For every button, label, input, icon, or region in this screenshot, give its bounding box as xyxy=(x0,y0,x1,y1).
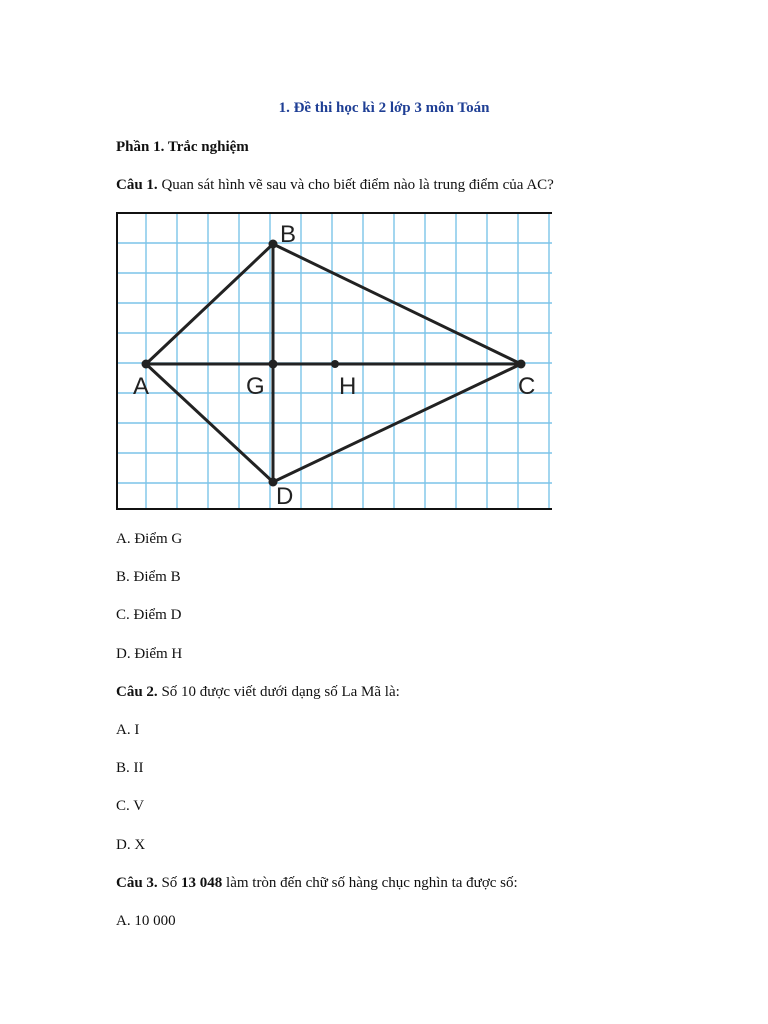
q2-option-d: D. X xyxy=(116,837,146,853)
document-title: 1. Đề thi học kì 2 lớp 3 môn Toán xyxy=(278,100,490,116)
question-3-text-after: làm tròn đến chữ số hàng chục nghìn ta được số: xyxy=(222,875,518,891)
question-3-number: 13 048 xyxy=(181,875,223,891)
q1-option-c: C. Điểm D xyxy=(116,607,182,623)
point-h xyxy=(331,360,339,368)
question-3 xyxy=(116,874,518,892)
edge-bc xyxy=(273,244,521,364)
question-1 xyxy=(116,176,554,194)
label-h: H xyxy=(339,373,357,400)
question-1-text: Quan sát hình vẽ sau và cho biết điểm nào là trung điểm của AC? xyxy=(157,177,554,193)
label-d: D xyxy=(276,483,294,510)
question-2-label: Câu 2. xyxy=(116,684,158,700)
q2-option-c: C. V xyxy=(116,798,145,814)
q3-option-a: A. 10 000 xyxy=(116,913,176,929)
label-g: G xyxy=(246,373,265,400)
edge-ab xyxy=(146,244,273,364)
question-1-label: Câu 1. xyxy=(116,177,158,193)
geometry-figure xyxy=(116,212,552,510)
label-c: C xyxy=(518,373,536,400)
point-g xyxy=(269,360,278,369)
section-heading: Phần 1. Trắc nghiệm xyxy=(116,139,249,155)
question-3-label: Câu 3. xyxy=(116,875,158,891)
q2-option-a: A. I xyxy=(116,722,140,738)
label-a: A xyxy=(133,373,150,400)
point-a xyxy=(142,360,151,369)
label-b: B xyxy=(280,221,297,248)
question-2 xyxy=(116,683,400,701)
q1-option-d: D. Điểm H xyxy=(116,646,183,662)
point-c xyxy=(517,360,526,369)
q1-option-a: A. Điểm G xyxy=(116,531,183,547)
question-2-text: Số 10 được viết dưới dạng số La Mã là: xyxy=(157,684,400,700)
q1-option-b: B. Điểm B xyxy=(116,569,181,585)
question-3-text-before: Số xyxy=(157,875,182,891)
grid-diagram xyxy=(116,212,552,510)
point-b xyxy=(269,240,278,249)
q2-option-b: B. II xyxy=(116,760,144,776)
